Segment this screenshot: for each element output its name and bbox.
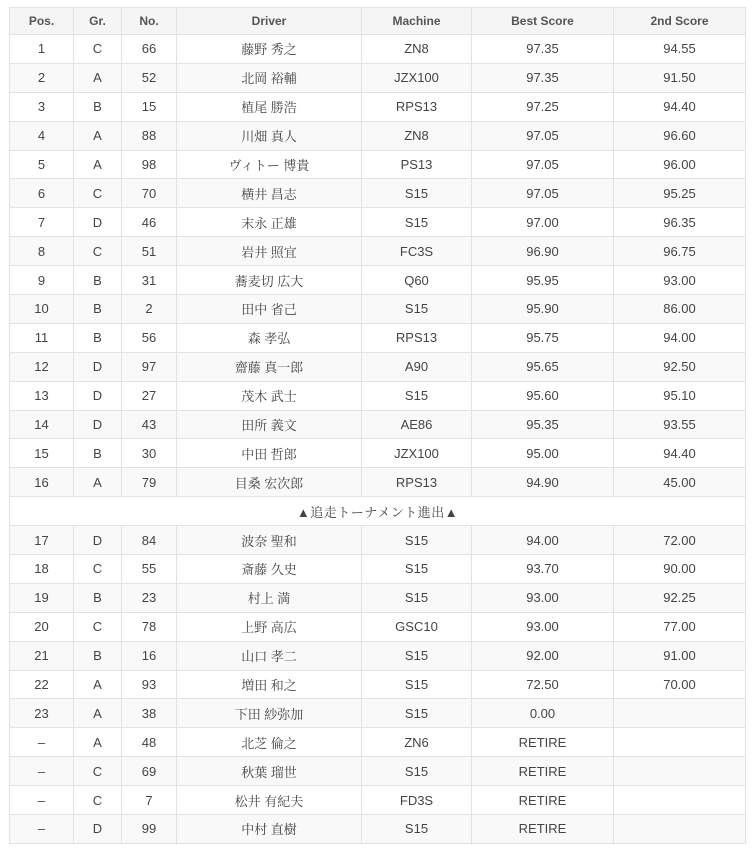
number-cell: 2 [122,295,177,324]
driver-cell: 蕎麦切 広大 [177,266,362,295]
pos-cell: 1 [10,35,74,64]
number-cell: 56 [122,323,177,352]
best-score-cell: 97.05 [472,150,614,179]
number-cell: 38 [122,699,177,728]
second-score-cell: 91.50 [614,63,746,92]
best-score-cell: 97.35 [472,63,614,92]
best-score-cell: 0.00 [472,699,614,728]
machine-cell: S15 [362,699,472,728]
number-cell: 30 [122,439,177,468]
table-row [10,63,746,92]
number-cell: 97 [122,352,177,381]
second-score-cell: 90.00 [614,555,746,584]
number-cell: 16 [122,641,177,670]
number-cell: 15 [122,92,177,121]
second-score-cell: 45.00 [614,468,746,497]
pos-cell: 4 [10,121,74,150]
table-row [10,786,746,815]
number-cell: 51 [122,237,177,266]
second-score-cell: 91.00 [614,641,746,670]
machine-cell: S15 [362,208,472,237]
best-score-cell: 97.00 [472,208,614,237]
number-cell: 27 [122,381,177,410]
pos-cell: 8 [10,237,74,266]
driver-cell: 増田 和之 [177,670,362,699]
results-table-container [9,7,745,844]
best-score-cell: 97.05 [472,121,614,150]
pos-cell: – [10,786,74,815]
number-cell: 48 [122,728,177,757]
pos-cell: 9 [10,266,74,295]
machine-cell: S15 [362,295,472,324]
group-cell: C [74,555,122,584]
table-row [10,121,746,150]
best-score-cell: 93.00 [472,612,614,641]
driver-cell: 中田 哲郎 [177,439,362,468]
best-score-cell: 94.90 [472,468,614,497]
number-cell: 23 [122,583,177,612]
group-cell: D [74,410,122,439]
pos-cell: 16 [10,468,74,497]
best-score-cell: 95.35 [472,410,614,439]
header-row [10,8,746,35]
machine-cell: S15 [362,381,472,410]
col-header-number: No. [122,8,177,35]
driver-cell: 末永 正雄 [177,208,362,237]
driver-cell: 岩井 照宜 [177,237,362,266]
driver-cell: 藤野 秀之 [177,35,362,64]
driver-cell: 田中 省己 [177,295,362,324]
table-row [10,699,746,728]
number-cell: 99 [122,815,177,844]
machine-cell: ZN8 [362,35,472,64]
machine-cell: S15 [362,583,472,612]
table-row [10,237,746,266]
machine-cell: S15 [362,555,472,584]
machine-cell: S15 [362,179,472,208]
group-cell: A [74,728,122,757]
table-row [10,35,746,64]
second-score-cell: 95.10 [614,381,746,410]
pos-cell: 13 [10,381,74,410]
group-cell: B [74,641,122,670]
group-cell: A [74,121,122,150]
table-row [10,670,746,699]
table-row [10,757,746,786]
group-cell: D [74,381,122,410]
best-score-cell: 95.65 [472,352,614,381]
machine-cell: S15 [362,815,472,844]
machine-cell: ZN8 [362,121,472,150]
driver-cell: 目桑 宏次郎 [177,468,362,497]
pos-cell: 3 [10,92,74,121]
second-score-cell: 70.00 [614,670,746,699]
driver-cell: 斎藤 久史 [177,555,362,584]
pos-cell: 22 [10,670,74,699]
pos-cell: 15 [10,439,74,468]
driver-cell: 中村 直樹 [177,815,362,844]
pos-cell: 19 [10,583,74,612]
machine-cell: PS13 [362,150,472,179]
second-score-cell [614,699,746,728]
second-score-cell: 92.25 [614,583,746,612]
pos-cell: 7 [10,208,74,237]
second-score-cell: 72.00 [614,526,746,555]
group-cell: B [74,92,122,121]
driver-cell: 山口 孝二 [177,641,362,670]
number-cell: 98 [122,150,177,179]
number-cell: 66 [122,35,177,64]
driver-cell: 上野 高広 [177,612,362,641]
pos-cell: 12 [10,352,74,381]
col-header-machine: Machine [362,8,472,35]
second-score-cell: 95.25 [614,179,746,208]
machine-cell: Q60 [362,266,472,295]
table-row [10,150,746,179]
best-score-cell: RETIRE [472,757,614,786]
table-row [10,323,746,352]
second-score-cell: 94.00 [614,323,746,352]
number-cell: 52 [122,63,177,92]
table-row [10,555,746,584]
driver-cell: 北芝 倫之 [177,728,362,757]
second-score-cell: 92.50 [614,352,746,381]
pos-cell: – [10,815,74,844]
table-row [10,410,746,439]
driver-cell: 横井 昌志 [177,179,362,208]
machine-cell: S15 [362,641,472,670]
col-header-best-score: Best Score [472,8,614,35]
col-header-pos: Pos. [10,8,74,35]
table-row [10,92,746,121]
best-score-cell: 72.50 [472,670,614,699]
best-score-cell: 97.05 [472,179,614,208]
group-cell: A [74,670,122,699]
pos-cell: – [10,757,74,786]
group-cell: A [74,63,122,92]
machine-cell: S15 [362,757,472,786]
pos-cell: 20 [10,612,74,641]
number-cell: 70 [122,179,177,208]
pos-cell: 17 [10,526,74,555]
number-cell: 84 [122,526,177,555]
group-cell: A [74,699,122,728]
machine-cell: AE86 [362,410,472,439]
best-score-cell: 95.60 [472,381,614,410]
table-row [10,381,746,410]
table-row [10,208,746,237]
best-score-cell: RETIRE [472,728,614,757]
driver-cell: 秋葉 瑠世 [177,757,362,786]
machine-cell: GSC10 [362,612,472,641]
table-row [10,352,746,381]
machine-cell: S15 [362,670,472,699]
number-cell: 79 [122,468,177,497]
group-cell: B [74,295,122,324]
results-table [9,7,746,844]
driver-cell: 齋藤 真一郎 [177,352,362,381]
group-cell: A [74,150,122,179]
best-score-cell: RETIRE [472,815,614,844]
group-cell: C [74,237,122,266]
driver-cell: 森 孝弘 [177,323,362,352]
machine-cell: A90 [362,352,472,381]
driver-cell: 波奈 聖和 [177,526,362,555]
group-cell: B [74,323,122,352]
group-cell: A [74,468,122,497]
pos-cell: 23 [10,699,74,728]
best-score-cell: 93.00 [472,583,614,612]
second-score-cell: 94.55 [614,35,746,64]
pos-cell: 18 [10,555,74,584]
pos-cell: – [10,728,74,757]
machine-cell: ZN6 [362,728,472,757]
second-score-cell: 96.00 [614,150,746,179]
table-row [10,728,746,757]
pos-cell: 21 [10,641,74,670]
table-row [10,295,746,324]
table-row [10,526,746,555]
group-cell: C [74,757,122,786]
second-score-cell: 94.40 [614,439,746,468]
table-row [10,583,746,612]
group-cell: B [74,439,122,468]
group-cell: D [74,352,122,381]
driver-cell: 下田 紗弥加 [177,699,362,728]
group-cell: B [74,583,122,612]
second-score-cell: 96.35 [614,208,746,237]
driver-cell: 田所 義文 [177,410,362,439]
best-score-cell: 95.00 [472,439,614,468]
machine-cell: FC3S [362,237,472,266]
second-score-cell [614,815,746,844]
second-score-cell: 96.60 [614,121,746,150]
driver-cell: 茂木 武士 [177,381,362,410]
best-score-cell: 92.00 [472,641,614,670]
best-score-cell: 95.90 [472,295,614,324]
group-cell: D [74,208,122,237]
number-cell: 46 [122,208,177,237]
group-cell: C [74,35,122,64]
second-score-cell: 94.40 [614,92,746,121]
table-row [10,179,746,208]
second-score-cell: 86.00 [614,295,746,324]
best-score-cell: 96.90 [472,237,614,266]
driver-cell: 松井 有紀夫 [177,786,362,815]
number-cell: 43 [122,410,177,439]
results-body [10,35,746,844]
table-row [10,266,746,295]
table-row [10,468,746,497]
second-score-cell [614,786,746,815]
table-row [10,439,746,468]
best-score-cell: 97.35 [472,35,614,64]
driver-cell: 植尾 勝浩 [177,92,362,121]
pos-cell: 10 [10,295,74,324]
second-score-cell: 93.00 [614,266,746,295]
number-cell: 78 [122,612,177,641]
second-score-cell: 77.00 [614,612,746,641]
machine-cell: RPS13 [362,468,472,497]
pos-cell: 11 [10,323,74,352]
driver-cell: 川畑 真人 [177,121,362,150]
second-score-cell: 93.55 [614,410,746,439]
group-cell: B [74,266,122,295]
machine-cell: RPS13 [362,323,472,352]
pos-cell: 2 [10,63,74,92]
second-score-cell: 96.75 [614,237,746,266]
table-row [10,815,746,844]
table-row [10,612,746,641]
best-score-cell: 95.75 [472,323,614,352]
best-score-cell: 95.95 [472,266,614,295]
col-header-group: Gr. [74,8,122,35]
second-score-cell [614,728,746,757]
pos-cell: 14 [10,410,74,439]
number-cell: 69 [122,757,177,786]
group-cell: C [74,786,122,815]
driver-cell: 村上 満 [177,583,362,612]
number-cell: 93 [122,670,177,699]
tournament-cutoff-banner: ▲追走トーナメント進出▲ [10,497,746,526]
best-score-cell: 93.70 [472,555,614,584]
number-cell: 55 [122,555,177,584]
pos-cell: 5 [10,150,74,179]
best-score-cell: 94.00 [472,526,614,555]
driver-cell: ヴィトー 博貴 [177,150,362,179]
group-cell: D [74,815,122,844]
number-cell: 31 [122,266,177,295]
col-header-driver: Driver [177,8,362,35]
machine-cell: RPS13 [362,92,472,121]
best-score-cell: 97.25 [472,92,614,121]
group-cell: C [74,612,122,641]
number-cell: 88 [122,121,177,150]
tournament-cutoff-row [10,497,746,526]
driver-cell: 北岡 裕輔 [177,63,362,92]
col-header-2nd-score: 2nd Score [614,8,746,35]
machine-cell: FD3S [362,786,472,815]
machine-cell: S15 [362,526,472,555]
second-score-cell [614,757,746,786]
group-cell: D [74,526,122,555]
pos-cell: 6 [10,179,74,208]
best-score-cell: RETIRE [472,786,614,815]
table-row [10,641,746,670]
machine-cell: JZX100 [362,439,472,468]
machine-cell: JZX100 [362,63,472,92]
number-cell: 7 [122,786,177,815]
group-cell: C [74,179,122,208]
